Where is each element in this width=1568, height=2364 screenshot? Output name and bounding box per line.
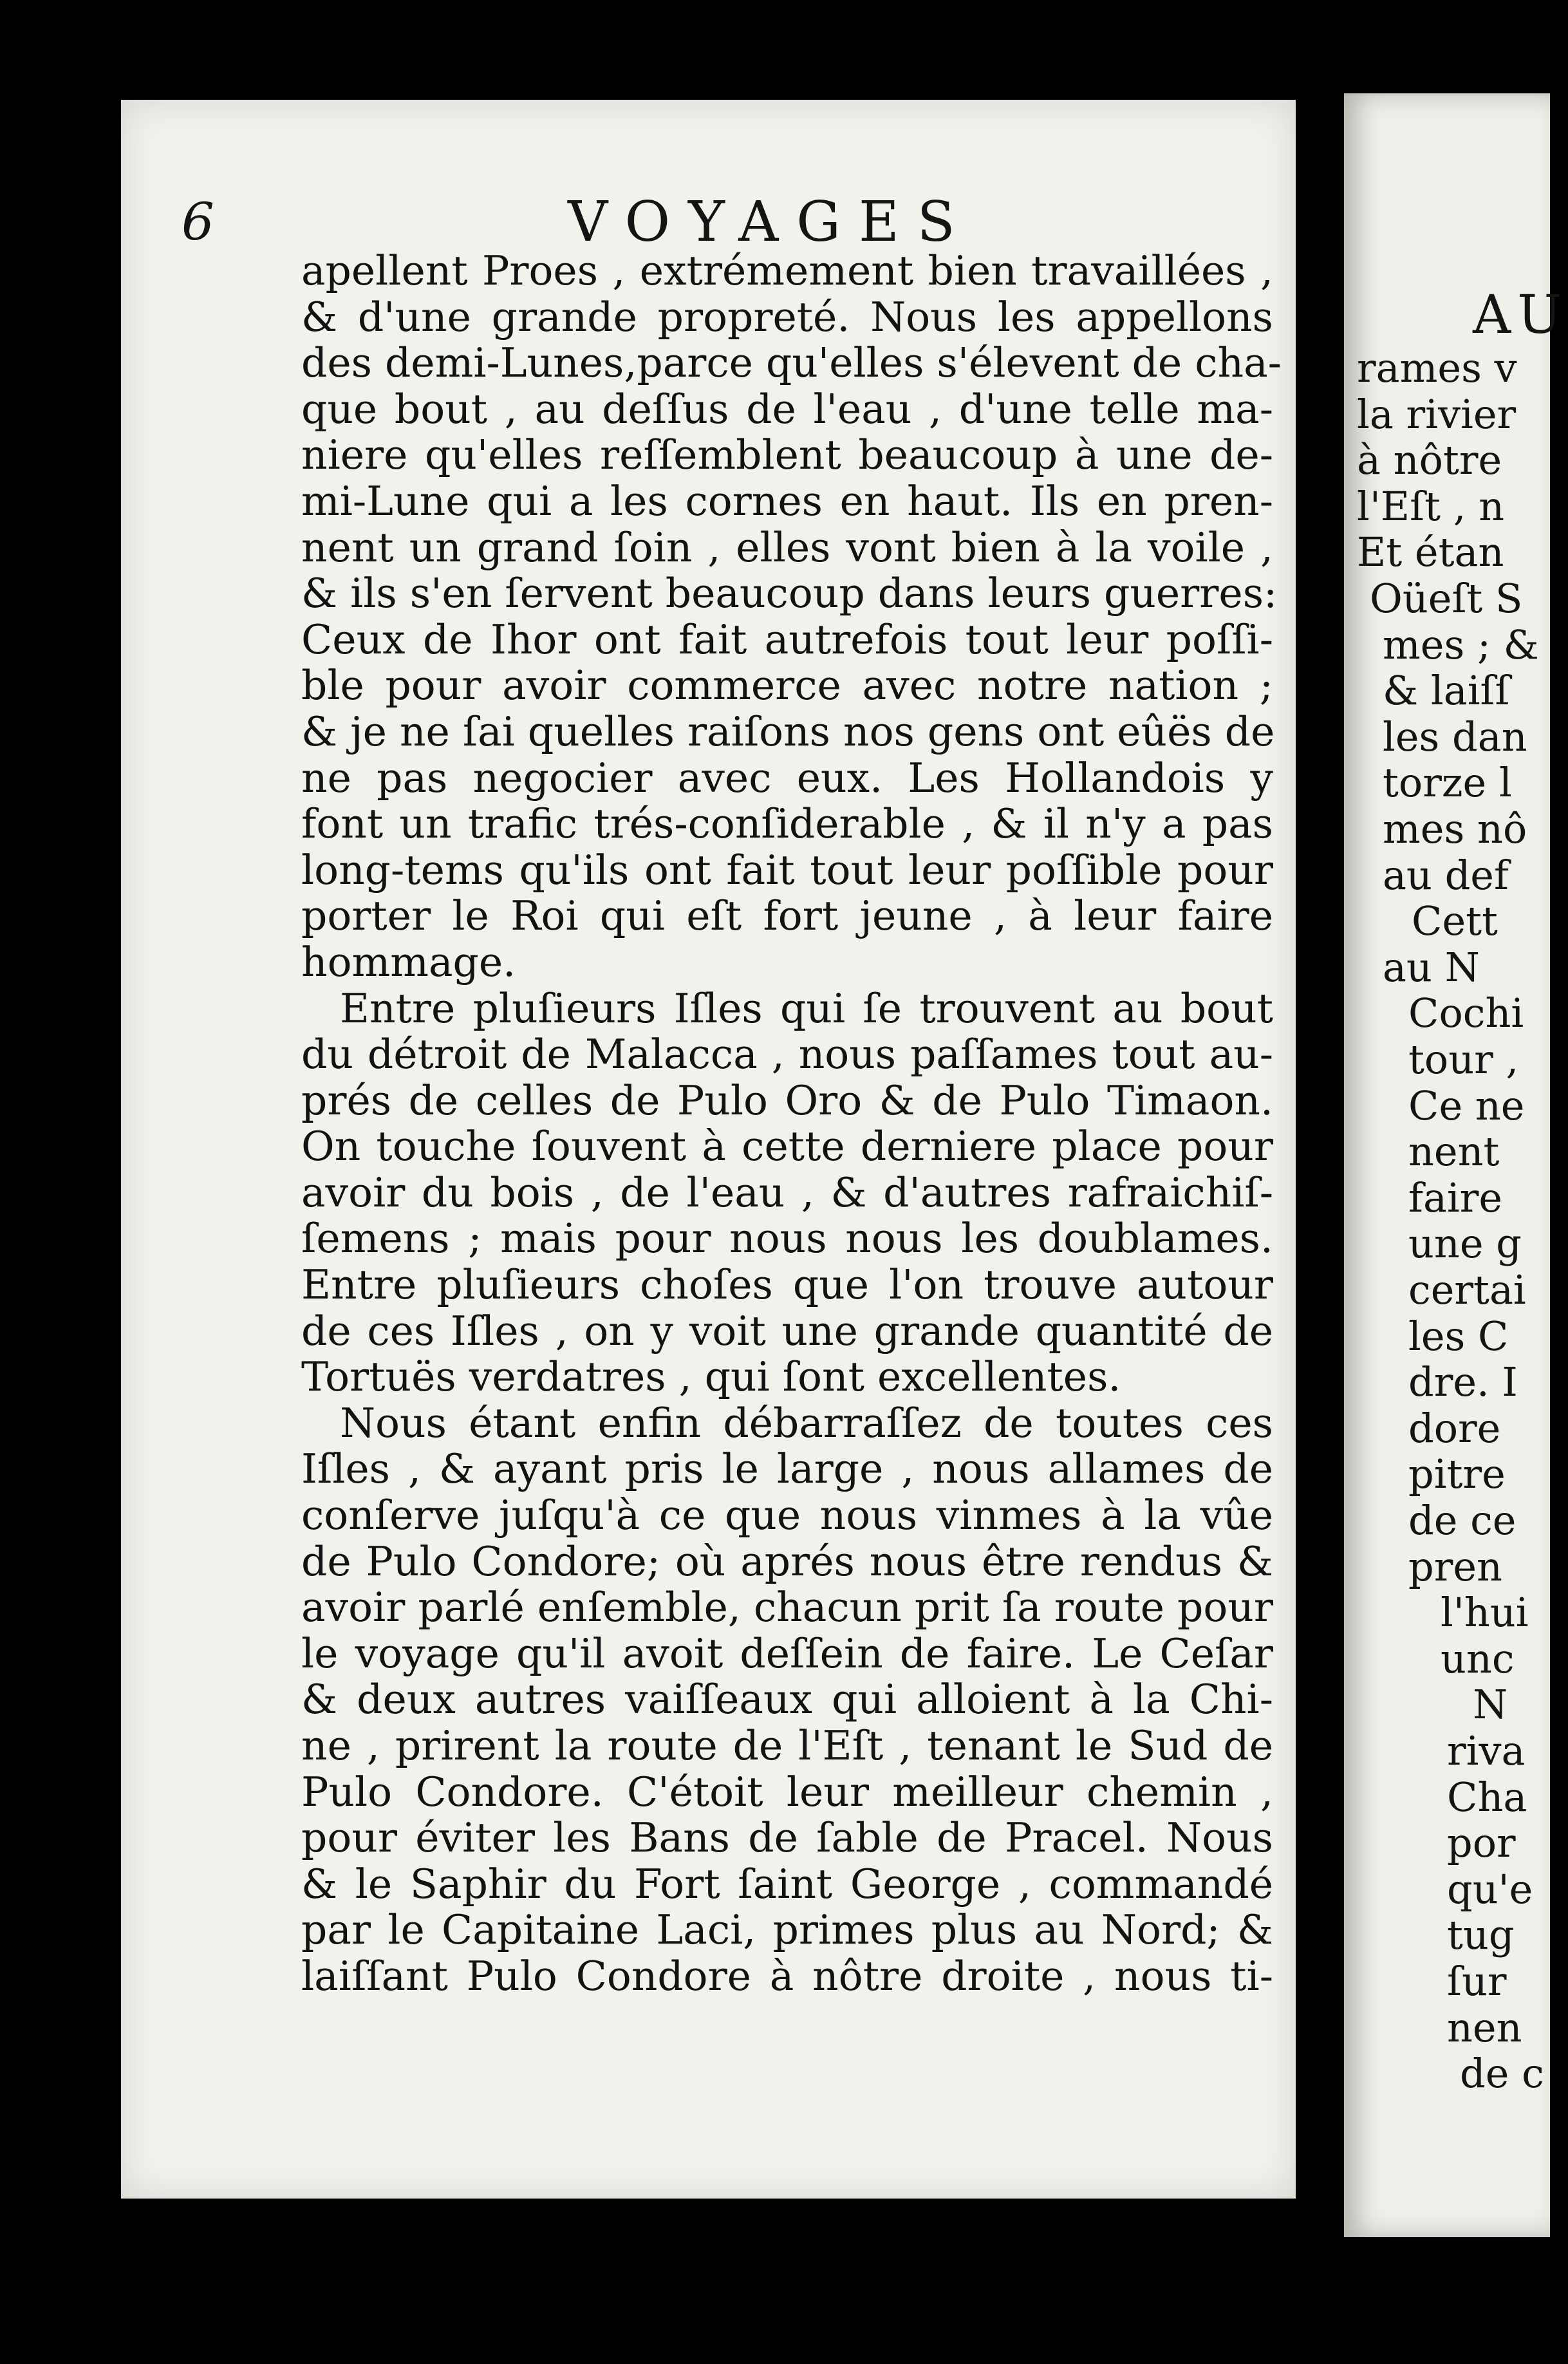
running-head-title: VOYAGES xyxy=(568,190,973,254)
text-line: des demi-Lunes,parce qu'elles s'élevent de cha- xyxy=(301,339,1282,387)
right-text-line: N xyxy=(1473,1681,1508,1729)
right-text-line: mes nô xyxy=(1383,805,1527,852)
text-line: de ces Iſles , on y voit une grande quantité de xyxy=(301,1307,1273,1355)
right-running-head: AU xyxy=(1473,285,1568,346)
right-text-line: tour , xyxy=(1408,1036,1519,1083)
text-line: ſemens ; mais pour nous nous les doublames. xyxy=(301,1215,1273,1262)
text-line: ne , prirent la route de l'Eſt , tenant le Sud de xyxy=(301,1722,1273,1769)
right-text-line: au def xyxy=(1383,851,1509,899)
right-text-line: Cha xyxy=(1447,1773,1527,1821)
gutter-shadow xyxy=(1296,100,1344,2244)
text-line: & je ne ſai quelles raiſons nos gens ont eûës de xyxy=(301,708,1275,755)
right-text-line: les dan xyxy=(1383,713,1527,760)
text-line: Pulo Condore. C'étoit leur meilleur chemin , xyxy=(301,1768,1273,1815)
text-line: laiſſant Pulo Condore à nôtre droite , nous ti- xyxy=(301,1952,1273,2000)
text-line: Entre pluſieurs Iſles qui ſe trouvent au bout xyxy=(340,984,1273,1032)
right-text-line: Cett xyxy=(1412,897,1498,945)
right-text-line: Cochi xyxy=(1408,990,1524,1037)
text-line: Ceux de Ihor ont fait autrefois tout leur poſſi- xyxy=(301,615,1273,663)
right-text-line: torze l xyxy=(1383,759,1512,807)
right-text-line: pitre xyxy=(1408,1450,1506,1498)
right-text-line: mes ; & xyxy=(1383,621,1539,668)
right-text-line: dre. I xyxy=(1408,1358,1518,1406)
page-number: 6 xyxy=(182,192,214,252)
text-line: conſerve juſqu'à ce que nous vinmes à la vûe xyxy=(301,1492,1273,1539)
right-text-line: ſur xyxy=(1447,1958,1507,2005)
right-text-line: l'Eſt , n xyxy=(1357,482,1505,530)
text-line: ne pas negocier avec eux. Les Hollandois y xyxy=(301,754,1273,802)
text-line: mi-Lune qui a les cornes en haut. Ils en pren- xyxy=(301,477,1273,525)
text-line: & le Saphir du Fort ſaint George , commandé xyxy=(301,1860,1273,1908)
text-line: nent un grand ſoin , elles vont bien à la voile , xyxy=(301,523,1273,571)
right-text-line: la rivier xyxy=(1357,390,1517,438)
right-text-line: au N xyxy=(1383,943,1480,991)
text-line: de Pulo Condore; où aprés nous être rendus & xyxy=(301,1537,1273,1585)
text-line: Entre pluſieurs choſes que l'on trouve autour xyxy=(301,1261,1273,1309)
right-text-line: Ce ne xyxy=(1408,1082,1525,1129)
text-line: font un trafic trés-conſiderable , & il n'y a pas xyxy=(301,800,1273,848)
right-text-line: nent xyxy=(1408,1128,1500,1176)
right-text-line: faire xyxy=(1408,1174,1503,1221)
text-line: On touche ſouvent à cette derniere place pour xyxy=(301,1123,1273,1170)
text-line: avoir parlé enſemble, chacun prit ſa route pour xyxy=(301,1584,1273,1631)
right-page xyxy=(1344,93,1568,2237)
right-text-line: pren xyxy=(1408,1543,1502,1590)
text-line: pour éviter les Bans de ſable de Pracel. Nous xyxy=(301,1814,1273,1862)
text-line: que bout , au deſſus de l'eau , d'une telle ma- xyxy=(301,385,1273,433)
right-text-line: Oüeſt S xyxy=(1370,575,1523,622)
text-line: ble pour avoir commerce avec notre nation ; xyxy=(301,662,1273,709)
right-text-line: certai xyxy=(1408,1266,1526,1313)
text-line: Nous étant enfin débarraſſez de toutes ces xyxy=(340,1399,1273,1447)
right-text-line: unc xyxy=(1441,1635,1515,1682)
text-line: du détroit de Malacca , nous paſſames tout au- xyxy=(301,1031,1273,1078)
body-text xyxy=(301,247,1282,2000)
right-text-line: de ce xyxy=(1408,1497,1517,1544)
text-line: porter le Roi qui eſt fort jeune , à leur faire xyxy=(301,892,1273,940)
text-line: Tortuës verdatres , qui ſont excellentes. xyxy=(301,1353,1121,1401)
right-text-line: nen xyxy=(1447,2003,1522,2051)
right-text-line: une g xyxy=(1408,1220,1522,1268)
right-text-line: de c xyxy=(1460,2050,1544,2097)
text-line: le voyage qu'il avoit deſſein de faire. Le Ceſar xyxy=(301,1629,1273,1677)
right-text-line: les C xyxy=(1408,1312,1509,1360)
text-line: long-tems qu'ils ont fait tout leur poſſible pour xyxy=(301,846,1273,894)
right-text-line: Et étan xyxy=(1357,529,1504,576)
text-line: & deux autres vaiſſeaux qui alloient à la Chi- xyxy=(301,1676,1273,1723)
right-text-line: por xyxy=(1447,1819,1516,1867)
text-line: apellent Proes , extrémement bien travaillées , xyxy=(301,247,1273,294)
right-page-text xyxy=(1344,93,1550,2237)
right-text-line: & laiſſ xyxy=(1383,667,1510,715)
text-line: avoir du bois , de l'eau , & d'autres rafraichiſ- xyxy=(301,1168,1273,1216)
text-line: & d'une grande propreté. Nous les appellons xyxy=(301,293,1273,341)
text-line: niere qu'elles reſſemblent beaucoup à une de- xyxy=(301,431,1273,479)
right-text-line: dore xyxy=(1408,1404,1501,1452)
right-text-line: tug xyxy=(1447,1911,1515,1959)
right-text-line: qu'e xyxy=(1447,1865,1533,1913)
right-text-line: l'hui xyxy=(1441,1589,1529,1637)
text-line: Iſles , & ayant pris le large , nous allames de xyxy=(301,1445,1273,1493)
text-line: par le Capitaine Laci, primes plus au Nord; & xyxy=(301,1906,1273,1954)
right-text-line: à nôtre xyxy=(1357,436,1502,484)
right-text-line: riva xyxy=(1447,1727,1526,1774)
right-text-line: rames v xyxy=(1357,344,1517,391)
text-line: prés de celles de Pulo Oro & de Pulo Timaon. xyxy=(301,1076,1273,1124)
text-line: hommage. xyxy=(301,938,516,986)
text-line: & ils s'en ſervent beaucoup dans leurs guerres: xyxy=(301,570,1278,617)
